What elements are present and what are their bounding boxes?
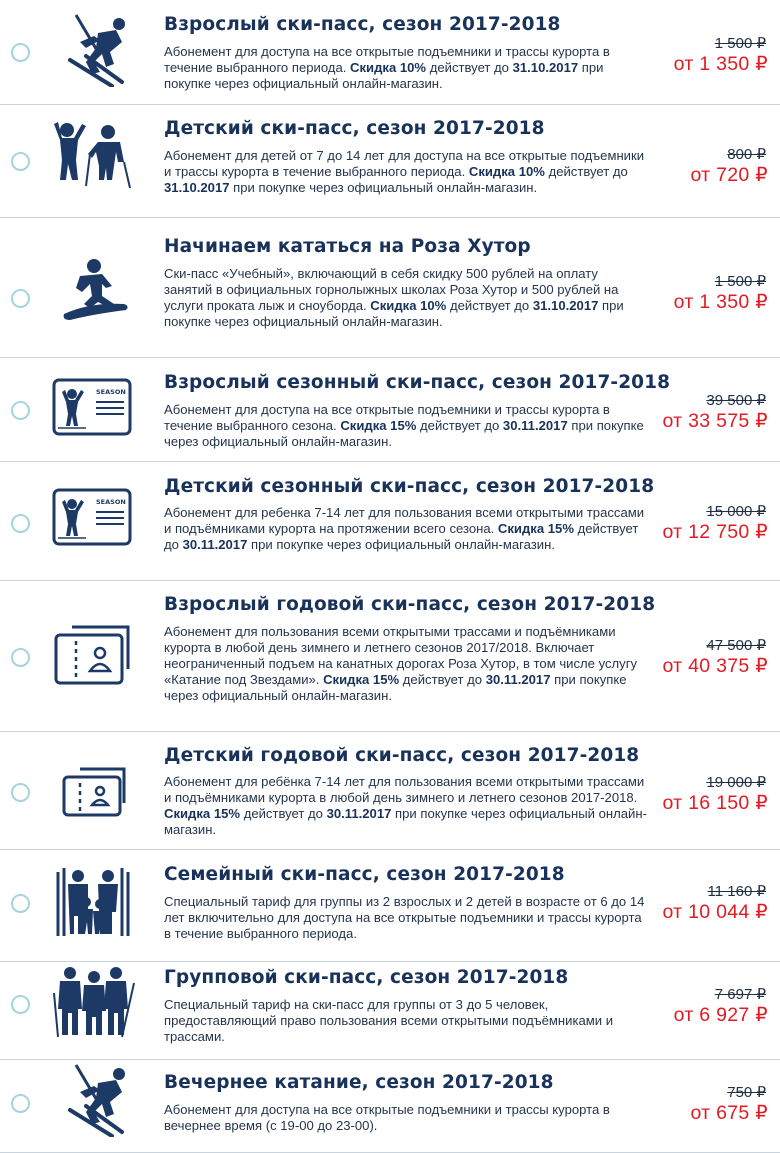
old-price: 47 500 ₽ xyxy=(706,637,766,654)
description-text: Абонемент для доступа на все открытые подъемники и трассы курорта в течение выбранного периода. xyxy=(164,44,610,75)
ticket-large-icon xyxy=(50,617,135,692)
description-highlight: Скидка 10% xyxy=(468,164,545,179)
description-text: действует до xyxy=(544,164,628,179)
new-price: от 16 150 ₽ xyxy=(662,792,768,814)
row-separator xyxy=(0,104,780,105)
row-separator xyxy=(0,217,780,218)
description-highlight: 31.10.2017 xyxy=(512,60,579,75)
pass-description xyxy=(164,1102,648,1134)
pass-title[interactable]: Групповой ски-пасс, сезон 2017-2018 xyxy=(164,967,569,988)
old-price: 1 500 ₽ xyxy=(714,35,766,52)
row-separator xyxy=(0,580,780,581)
old-price: 800 ₽ xyxy=(727,146,766,163)
pass-select-radio[interactable] xyxy=(11,894,30,913)
group-icon xyxy=(50,963,135,1038)
old-price: 19 000 ₽ xyxy=(706,774,766,791)
description-text: при покупке через официальный онлайн-магазин. xyxy=(164,418,644,449)
description-highlight: Скидка 10% xyxy=(350,60,427,75)
pass-title[interactable]: Семейный ски-пасс, сезон 2017-2018 xyxy=(164,864,565,885)
children-icon xyxy=(50,118,135,193)
description-highlight: Скидка 15% xyxy=(164,806,241,821)
season-label: SEASON xyxy=(96,498,126,506)
old-price: 15 000 ₽ xyxy=(706,503,766,520)
description-text: Ски-пасс «Учебный», включающий в себя скидку 500 рублей на оплату занятий в официальных горнолыжных школах Роза Хутор и 500 рублей на услуги проката лыж и сноуборда. xyxy=(164,266,619,313)
pass-description xyxy=(164,148,648,196)
old-price: 39 500 ₽ xyxy=(706,392,766,409)
description-highlight: Скидка 15% xyxy=(497,521,574,536)
old-price: 1 500 ₽ xyxy=(714,273,766,290)
family-icon xyxy=(50,862,135,937)
pass-description xyxy=(164,997,648,1045)
description-highlight: Скидка 15% xyxy=(340,418,417,433)
pass-title[interactable]: Детский годовой ски-пасс, сезон 2017-2018 xyxy=(164,745,640,766)
new-price: от 1 350 ₽ xyxy=(673,53,768,75)
pass-title[interactable]: Взрослый сезонный ски-пасс, сезон 2017-2018 xyxy=(164,372,671,393)
description-text: при покупке через официальный онлайн-магазин. xyxy=(164,806,647,837)
description-highlight: 30.11.2017 xyxy=(182,537,248,552)
description-text: Абонемент для ребенка 7-14 лет для пользования всеми открытыми трассами и подъёмниками курорта на протяжении всего сезона. xyxy=(164,505,645,536)
new-price: от 33 575 ₽ xyxy=(662,410,768,432)
new-price: от 1 350 ₽ xyxy=(673,291,768,313)
new-price: от 12 750 ₽ xyxy=(662,521,768,543)
snowboarder-icon xyxy=(50,252,135,327)
row-separator xyxy=(0,357,780,358)
description-text: при покупке через официальный онлайн-магазин. xyxy=(164,672,627,703)
pass-select-radio[interactable] xyxy=(11,152,30,171)
pass-description xyxy=(164,266,648,330)
new-price: от 40 375 ₽ xyxy=(662,655,768,677)
description-highlight: 30.11.2017 xyxy=(502,418,568,433)
description-text: действует до xyxy=(426,60,513,75)
description-text: при покупке через официальный онлайн-магазин. xyxy=(229,180,538,195)
description-text: Абонемент для пользования всеми открытыми трассами и подъёмниками курорта в любой день зимнего и летнего сезонов 2017/2018. Включает неограниченный подъем на канатных дорогах Роза Хутор, в том числе услугу «Катание под Звездами». xyxy=(164,624,638,687)
description-text: Абонемент для доступа на все открытые подъемники и трассы курорта в течение выбранного сезона. xyxy=(164,402,610,433)
description-text: при покупке через официальный онлайн-магазин. xyxy=(164,298,624,329)
description-text: Абонемент для детей от 7 до 14 лет для доступа на все открытые подъемники и трассы курорта в течение выбранного периода. xyxy=(164,148,645,179)
pass-description xyxy=(164,44,648,92)
new-price: от 6 927 ₽ xyxy=(673,1004,768,1026)
season-label: SEASON xyxy=(96,388,126,396)
description-highlight: Скидка 15% xyxy=(323,672,400,687)
old-price: 750 ₽ xyxy=(727,1084,766,1101)
skier-icon xyxy=(50,1062,135,1137)
new-price: от 720 ₽ xyxy=(690,164,768,186)
description-text: Специальный тариф на ски-пасс для группы от 3 до 5 человек, предоставляющий право пользования всеми открытыми подъёмниками и трассами. xyxy=(164,997,614,1044)
pass-select-radio[interactable] xyxy=(11,648,30,667)
pass-select-radio[interactable] xyxy=(11,43,30,62)
description-text: действует до xyxy=(446,298,533,313)
description-text: действует до xyxy=(416,418,503,433)
new-price: от 10 044 ₽ xyxy=(662,901,768,923)
pass-title[interactable]: Взрослый ски-пасс, сезон 2017-2018 xyxy=(164,14,561,35)
description-text: Абонемент для доступа на все открытые подъемники и трассы курорта в вечернее время (с 19-00 до 23-00). xyxy=(164,1102,610,1133)
skier-icon xyxy=(50,12,135,87)
description-text: Абонемент для ребёнка 7-14 лет для пользования всеми открытыми трассами и подъёмниками курорта в любой день зимнего и летнего сезонов 2017-2018. xyxy=(164,774,645,805)
pass-description xyxy=(164,624,648,704)
row-separator xyxy=(0,461,780,462)
pass-title[interactable]: Детский ски-пасс, сезон 2017-2018 xyxy=(164,118,545,139)
description-text: действует до xyxy=(164,521,639,552)
pass-title[interactable]: Взрослый годовой ски-пасс, сезон 2017-2018 xyxy=(164,594,656,615)
pass-select-radio[interactable] xyxy=(11,514,30,533)
pass-description xyxy=(164,774,648,838)
pass-title[interactable]: Детский сезонный ски-пасс, сезон 2017-2018 xyxy=(164,476,655,497)
old-price: 11 160 ₽ xyxy=(707,883,766,900)
description-text: при покупке через официальный онлайн-магазин. xyxy=(247,537,555,552)
description-text: Специальный тариф для группы из 2 взрослых и 2 детей в возрасте от 6 до 14 лет включительно для доступа на все открытые подъемники и трассы курорта в течение выбранного периода. xyxy=(164,894,645,941)
description-text: действует до xyxy=(240,806,327,821)
new-price: от 675 ₽ xyxy=(690,1102,768,1124)
description-highlight: 30.11.2017 xyxy=(326,806,392,821)
description-text: при покупке через официальный онлайн-магазин. xyxy=(164,60,604,91)
description-highlight: 31.10.2017 xyxy=(164,180,230,195)
pass-description xyxy=(164,402,648,450)
pass-select-radio[interactable] xyxy=(11,401,30,420)
season-card-icon xyxy=(50,372,135,447)
pass-title[interactable]: Вечернее катание, сезон 2017-2018 xyxy=(164,1072,554,1093)
row-separator xyxy=(0,1059,780,1060)
season-card-icon xyxy=(50,482,135,557)
pass-description xyxy=(164,505,648,553)
pass-select-radio[interactable] xyxy=(11,995,30,1014)
row-separator xyxy=(0,849,780,850)
ticket-small-icon xyxy=(50,755,135,830)
description-text: действует до xyxy=(399,672,486,687)
pass-description xyxy=(164,894,648,942)
pass-select-radio[interactable] xyxy=(11,783,30,802)
description-highlight: 31.10.2017 xyxy=(532,298,599,313)
description-highlight: 30.11.2017 xyxy=(485,672,551,687)
row-separator xyxy=(0,731,780,732)
description-highlight: Скидка 10% xyxy=(370,298,447,313)
pass-select-radio[interactable] xyxy=(11,289,30,308)
pass-select-radio[interactable] xyxy=(11,1094,30,1113)
row-separator xyxy=(0,961,780,962)
old-price: 7 697 ₽ xyxy=(714,986,766,1003)
pass-title[interactable]: Начинаем кататься на Роза Хутор xyxy=(164,236,531,257)
